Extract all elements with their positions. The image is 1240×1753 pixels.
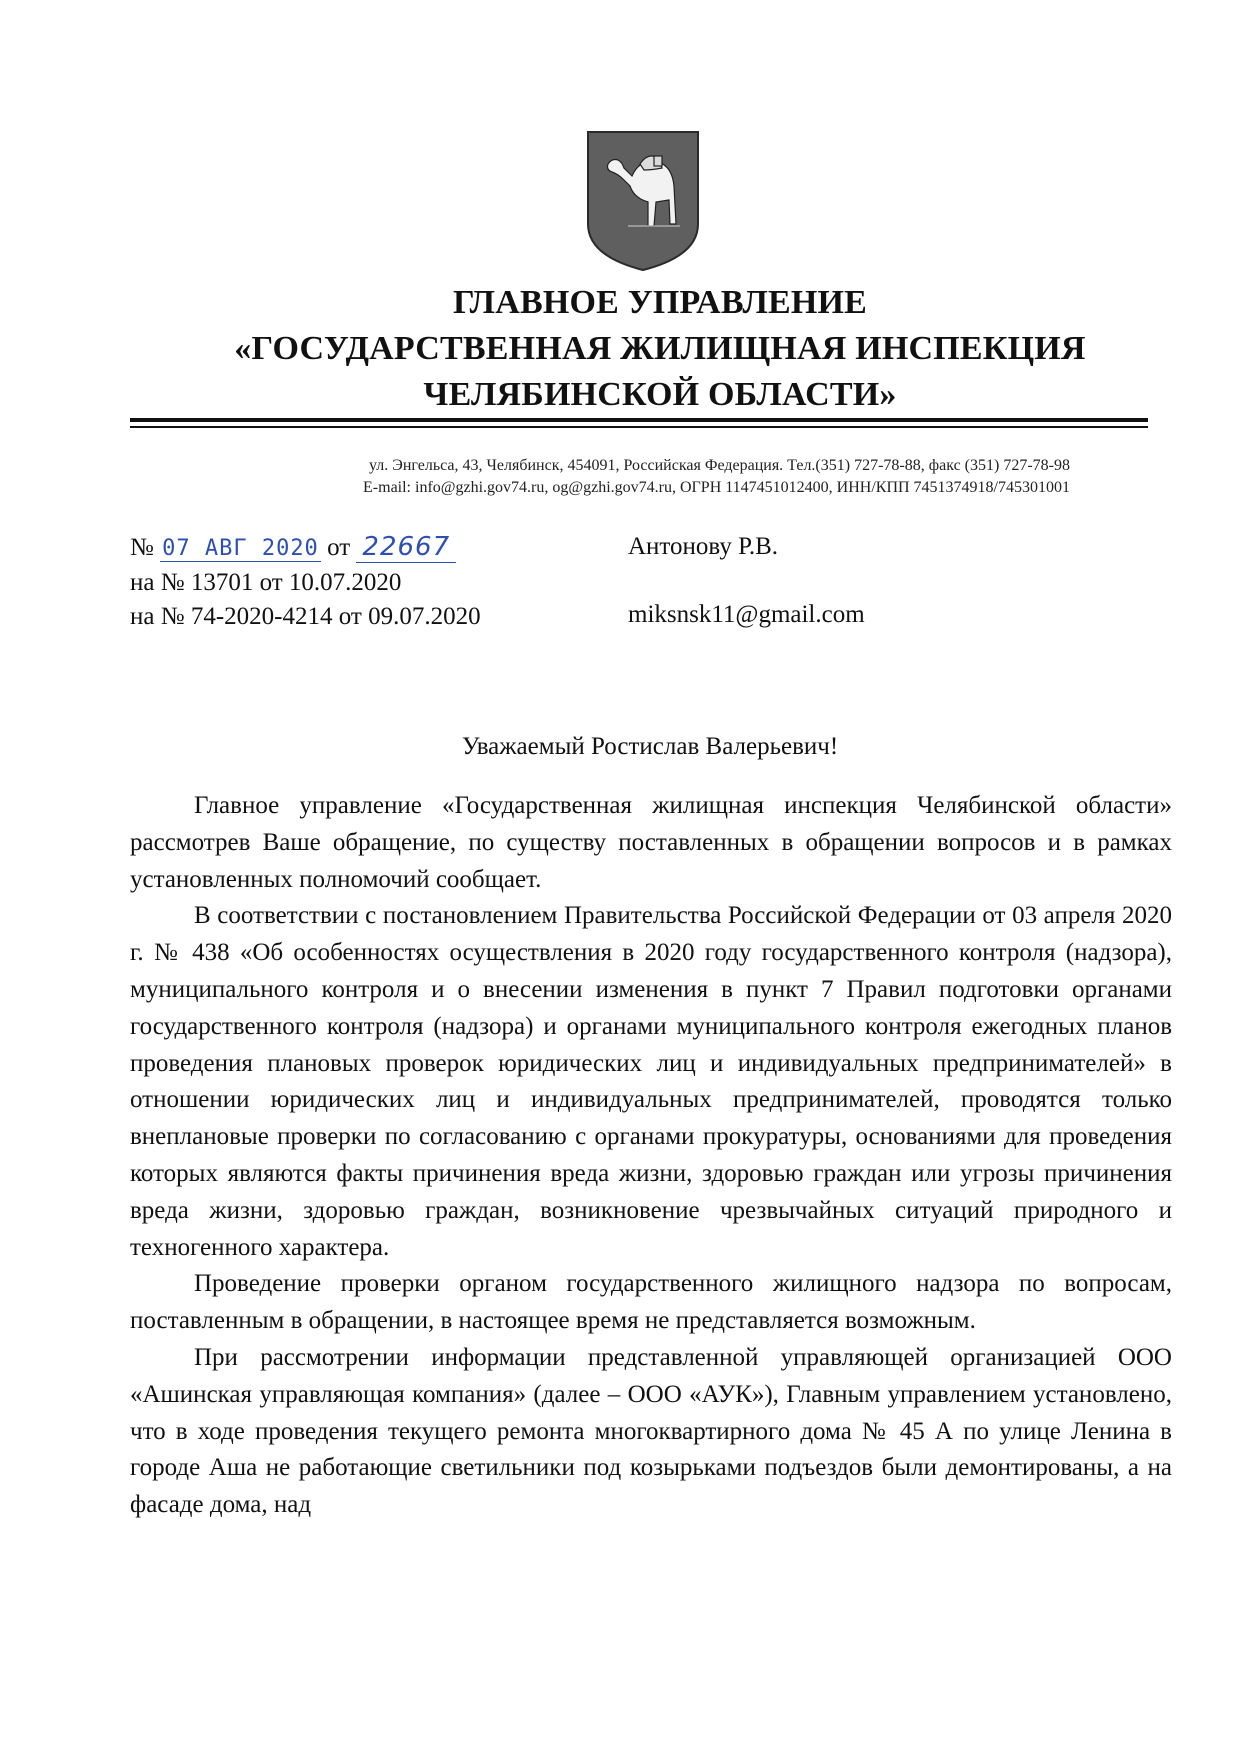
reference-line-1: на № 13701 от 10.07.2020 bbox=[130, 569, 402, 596]
stamp-date: 07 АВГ 2020 bbox=[162, 536, 319, 561]
header-divider-thick bbox=[130, 418, 1148, 422]
org-title-line-2: «ГОСУДАРСТВЕННАЯ ЖИЛИЩНАЯ ИНСПЕКЦИЯ bbox=[234, 330, 1086, 367]
recipient-name: Антонову Р.В. bbox=[628, 533, 779, 560]
paragraph: Главное управление «Государственная жилищная инспекция Челябинской области» рассмотрев Ваше обращение, по существу поставленных в обращении вопросов и в рамках установленных полномочий сообщает. bbox=[130, 792, 1172, 893]
paragraph: Проведение проверки органом государственного жилищного надзора по вопросам, поставленным в обращении, в настоящее время не представляется возможным. bbox=[130, 1270, 1172, 1335]
contact-block bbox=[230, 455, 1070, 499]
registration-block bbox=[130, 530, 481, 634]
recipient-email: miksnsk11@gmail.com bbox=[628, 601, 865, 628]
number-sign: № bbox=[130, 534, 154, 561]
organization-title bbox=[100, 280, 1220, 418]
header-divider-thin bbox=[130, 426, 1148, 428]
salutation: Уважаемый Ростислав Валерьевич! bbox=[461, 733, 839, 760]
reference-line-2: на № 74-2020-4214 от 09.07.2020 bbox=[130, 603, 481, 630]
handwritten-number: 22667 bbox=[356, 532, 456, 563]
paragraph: При рассмотрении информации представленной управляющей организацией ООО «Ашинская управляющая компания» (далее – ООО «АУК»), Главным управлением установлено, что в ходе проведения текущего ремонта многоквартирного дома № 45 А по улице Ленина в городе Аша не работающие светильники под козырьками подъездов были демонтированы, а на фасаде дома, над bbox=[130, 1343, 1172, 1519]
from-label: от bbox=[327, 534, 351, 561]
coat-of-arms-icon bbox=[584, 128, 702, 274]
paragraph: В соответствии с постановлением Правительства Российской Федерации от 03 апреля 2020 г. № 438 «Об особенностях осуществления в 2020 году государственного контроля (надзора), муниципального контроля и о внесении изменения в пункт 7 Правил подготовки органами государственного контроля (надзора) и органами муниципального контроля ежегодных планов проведения плановых проверок юридических лиц и индивидуальных предпринимателей» в отношении юридических лиц и индивидуальных предпринимателей, проводятся только внеплановые проверки по согласованию с органами прокуратуры, основаниями для проведения которых являются факты причинения вреда жизни, здоровью граждан или угрозы причинения вреда жизни, здоровью граждан, возникновение чрезвычайных ситуаций природного и техногенного характера. bbox=[130, 902, 1172, 1261]
registry-line: E-mail: info@gzhi.gov74.ru, og@gzhi.gov74.ru, ОГРН 1147451012400, ИНН/КПП 7451374918/745301001 bbox=[363, 479, 1070, 496]
address-line: ул. Энгельса, 43, Челябинск, 454091, Российская Федерация. Тел.(351) 727-78-88, факс (351) 727-78-98 bbox=[368, 457, 1070, 474]
org-title-line-1: ГЛАВНОЕ УПРАВЛЕНИЕ bbox=[452, 284, 868, 321]
org-title-line-3: ЧЕЛЯБИНСКОЙ ОБЛАСТИ» bbox=[423, 376, 897, 413]
recipient-block bbox=[628, 530, 865, 632]
outgoing-number-line bbox=[130, 530, 481, 566]
letter-body bbox=[130, 788, 1172, 1524]
